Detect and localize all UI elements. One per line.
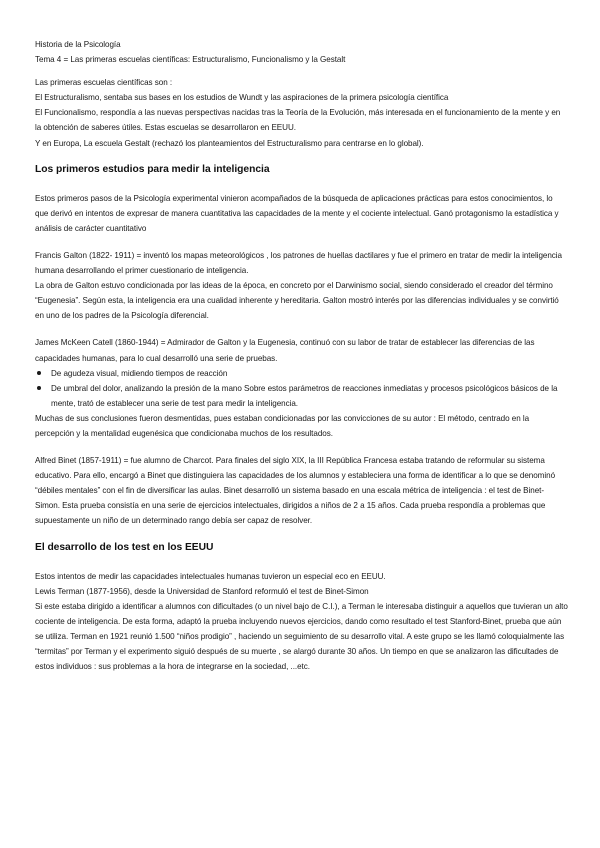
section-heading-inteligencia: Los primeros estudios para medir la inteligencia — [35, 163, 270, 175]
section-heading-eeuu: El desarrollo de los test en los EEUU — [35, 541, 214, 553]
paragraph-primeros-pasos: Estos primeros pasos de la Psicología experimental vinieron acompañados de la búsqueda de aplicaciones prácticas para estos conocimientos, lo que derivó en intentos de expresar de manera cuantitativa las capacidades de la mente y el cociente intelectual. Ganó protagonismo la estadística y análisis de carácter cuantitativo — [35, 193, 559, 233]
topic-title: Tema 4 = Las primeras escuelas científicas: Estructuralismo, Funcionalismo y la Gestalt — [35, 55, 346, 65]
intro-lead: Las primeras escuelas científicas son : — [35, 78, 173, 88]
document-page — [35, 37, 568, 674]
paragraph-eeuu-eco: Estos intentos de medir las capacidades intelectuales humanas tuvieron un especial eco en EEUU. — [35, 571, 386, 581]
catell-test-list — [35, 366, 568, 411]
paragraph-catell-intro: James McKeen Catell (1860-1944) = Admirador de Galton y la Eugenesia, continuó con su labor de tratar de establecer las diferencias de las capacidades humanas, para lo cual desarrolló una serie de pruebas. — [35, 338, 535, 363]
intro-funcionalismo: El Funcionalismo, respondía a las nuevas perspectivas nacidas tras la Teoría de la Evolución, más interesada en el funcionamiento de la mente y en la obtención de saberes útiles. Estas escuelas se desarrollaron en EEUU. — [35, 108, 561, 133]
paragraph-galton-1: Francis Galton (1822- 1911) = inventó los mapas meteorológicos , los patrones de huellas dactilares y fue el primero en tratar de medir la inteligencia humana desarrollando el primer cuestionario de inteligencia. — [35, 250, 562, 276]
list-item: De agudeza visual, midiendo tiempos de reacción — [35, 366, 568, 381]
intro-gestalt: Y en Europa, La escuela Gestalt (rechazó los planteamientos del Estructuralismo para centrarse en lo global). — [35, 138, 424, 148]
paragraph-galton-2: La obra de Galton estuvo condicionada por las ideas de la época, en concreto por el Darwinismo social, siendo considerado el creador del término “Eugenesia”. Según esta, la inteligencia era una cualidad inherente y hereditaria. Galton mostró interés por las diferencias individuales y se convirtió en uno de los padres de la Psicología diferencial. — [35, 281, 559, 321]
paragraph-terman-intro: Lewis Terman (1877-1956), desde la Universidad de Stanford reformuló el test de Binet-Simon — [35, 586, 369, 596]
paragraph-terman-detail: Si este estaba dirigido a identificar a alumnos con dificultades (o un nivel bajo de C.I.), a Terman le interesaba distinguir a aquellos que tuvieran un alto cociente de inteligencia. De esta forma, adaptó la prueba incluyendo nuevos ejercicios, dando como resultado el test Stanford-Binet, prueba que aún se utiliza. Terman en 1921 reunió 1.500 “niños prodigio” , haciendo un seguimiento de su desarrollo vital. A este grupo se les llamó coloquialmente las “termitas” por Terman y el experimento siguió después de su muerte , se alargó durante 30 años. Un tiempo en que se analizaron las dificultades de estos individuos : sus problemas a la hora de integrarse en la sociedad, ...etc. — [35, 601, 568, 672]
list-item: De umbral del dolor, analizando la presión de la mano Sobre estos parámetros de reacciones inmediatas y procesos psicológicos básicos de la mente, trató de establecer una serie de test para medir la inteligencia. — [35, 381, 568, 411]
course-title: Historia de la Psicología — [35, 40, 121, 49]
paragraph-binet: Alfred Binet (1857-1911) = fue alumno de Charcot. Para finales del siglo XIX, la III República Francesa estaba tratando de reformular su sistema educativo. Para ello, encargó a Binet que distinguiera las capacidades de los alumnos y estableciera una forma de identificar a lo que se denominó “débiles mentales” con el fin de diversificar las aulas. Binet desarrolló un sistema basado en una escala métrica de inteligencia : el test de Binet-Simon. Esta prueba consistía en una serie de ejercicios intelectuales, dirigidos a niños de 2 a 15 años. Cada prueba respondía a problemas que supuestamente un niño de un determinado rango debía ser capaz de resolver. — [35, 456, 556, 526]
paragraph-catell-conclusions: Muchas de sus conclusiones fueron desmentidas, pues estaban condicionadas por las convicciones de su autor : El método, centrado en la percepción y la mentalidad eugenésica que condicionaba muchos de los resultados. — [35, 413, 530, 438]
intro-estructuralismo: El Estructuralismo, sentaba sus bases en los estudios de Wundt y las aspiraciones de la primera psicología científica — [35, 93, 449, 103]
